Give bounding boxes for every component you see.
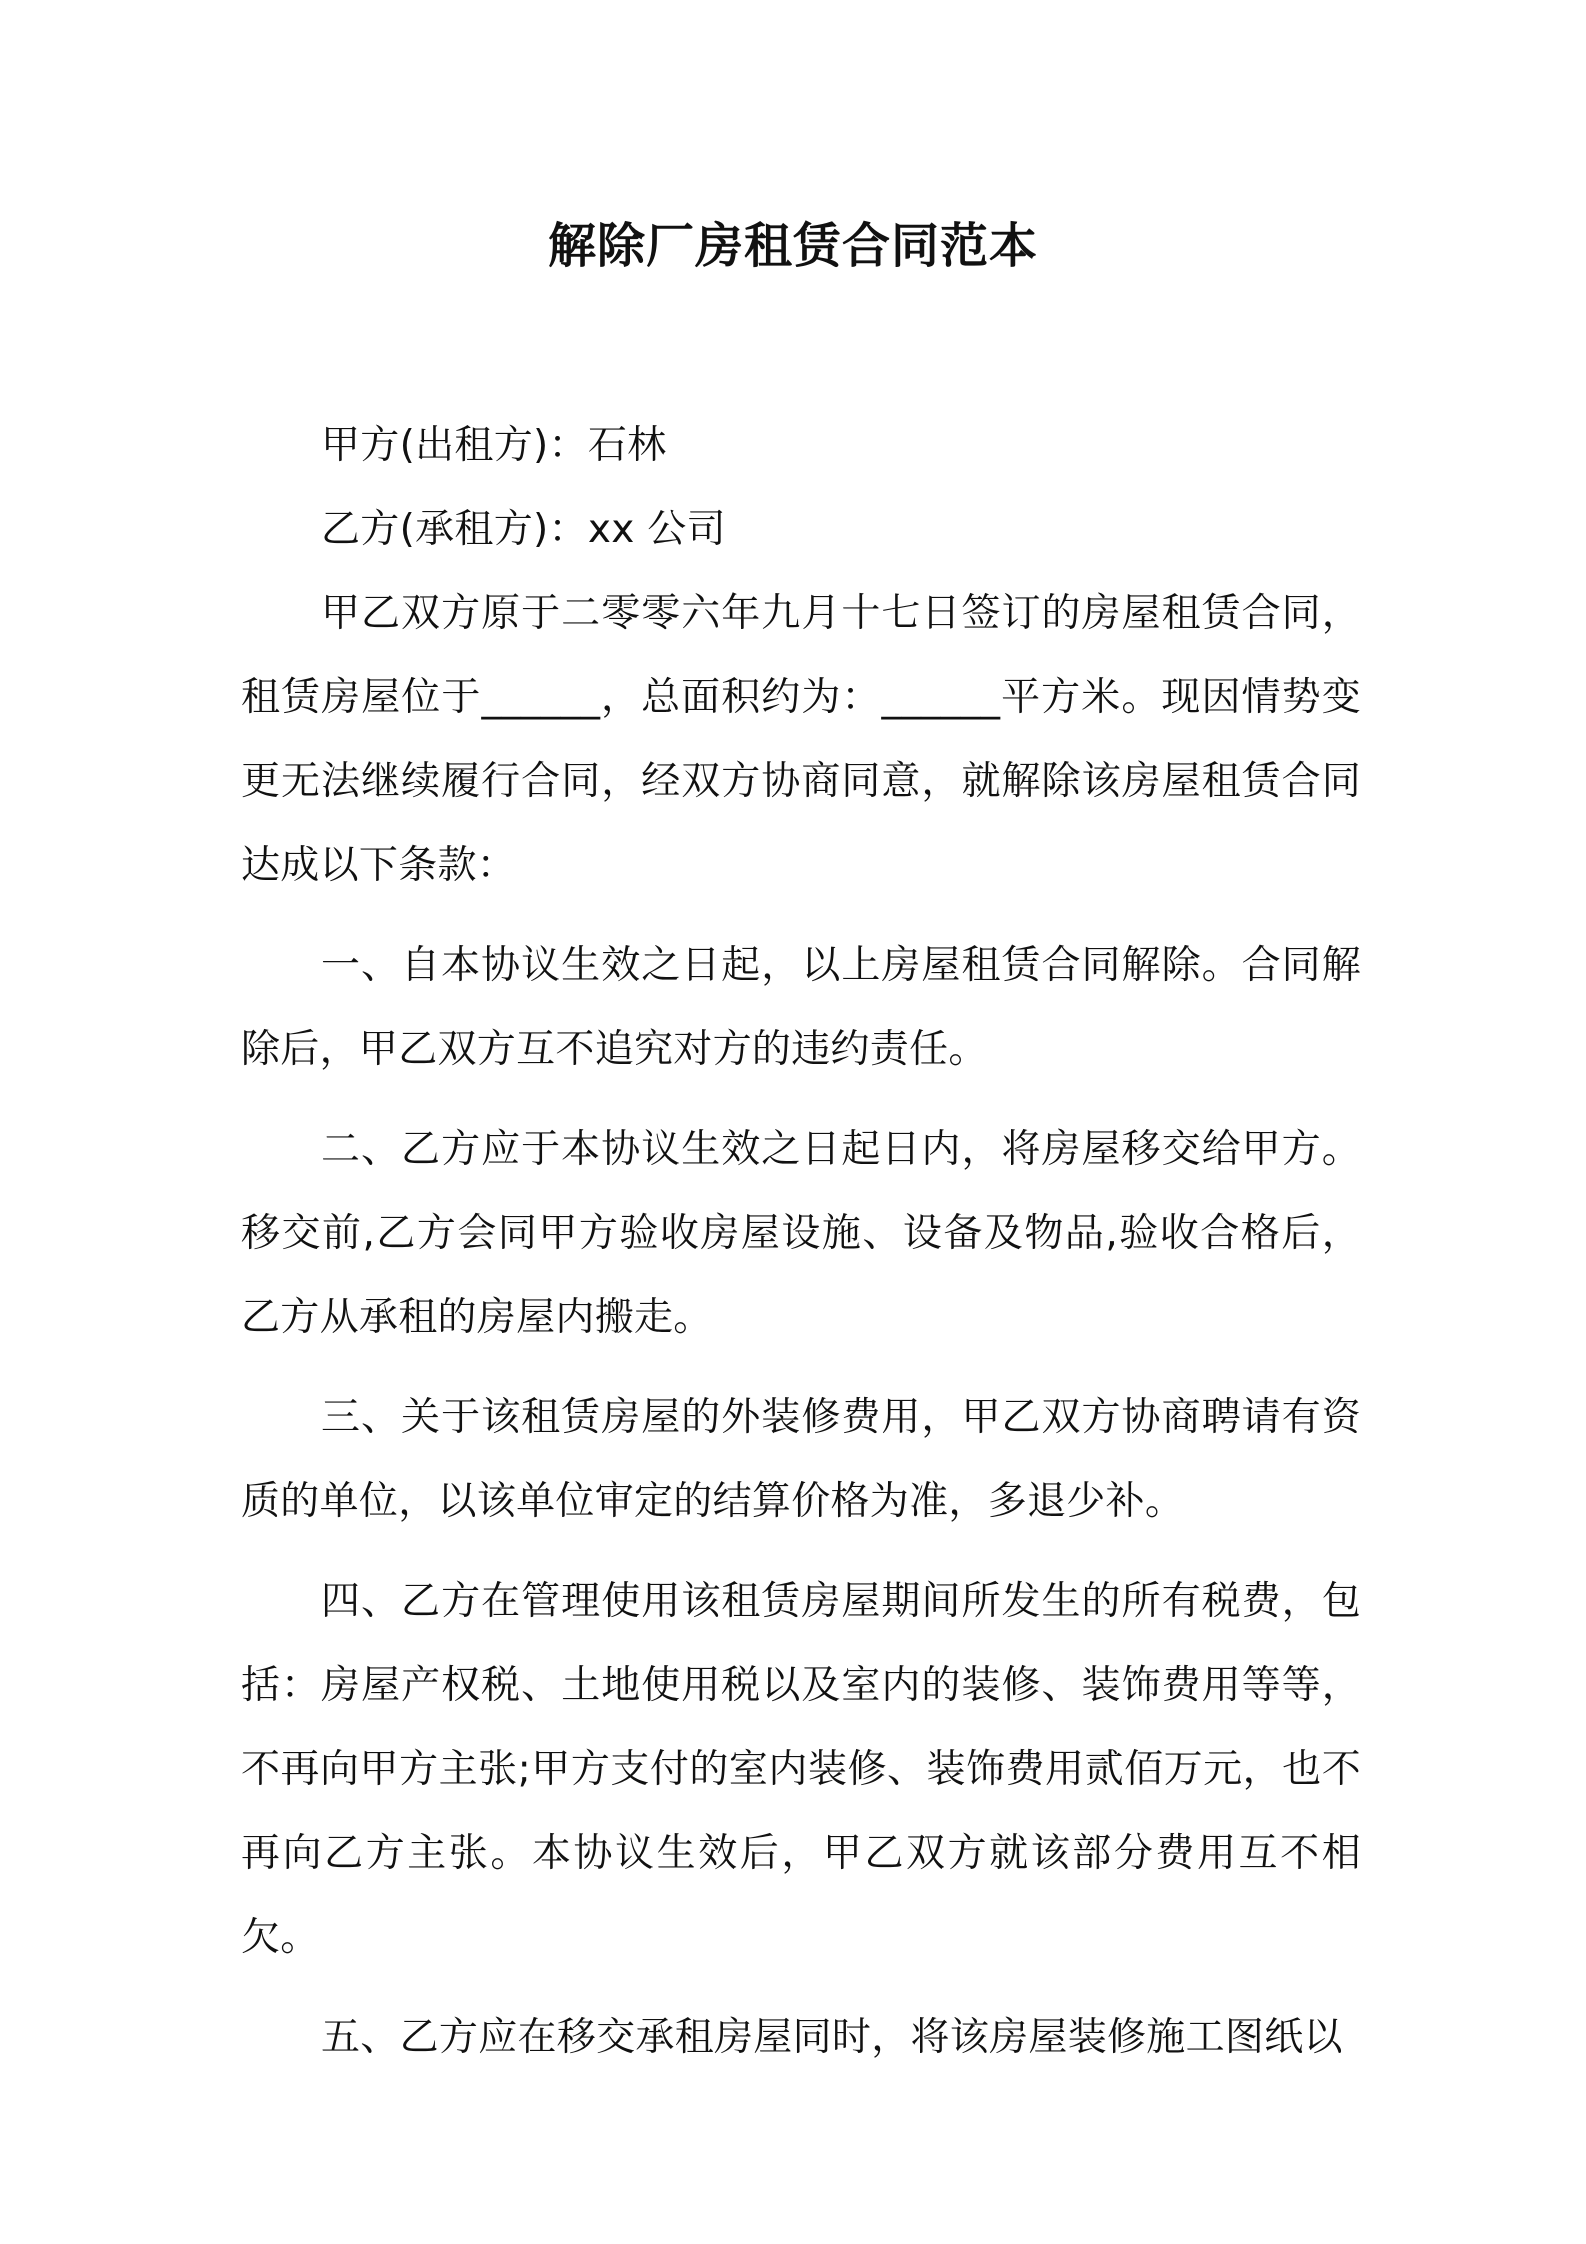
intro-paragraph: 甲乙双方原于二零零六年九月十七日签订的房屋租赁合同，租赁房屋位于______，总面积约为：______平方米。现因情势变更无法继续履行合同，经双方协商同意，就解除该房屋租赁合同达成以下条款： bbox=[241, 591, 1361, 888]
clause-5: 五、乙方应在移交承租房屋同时，将该房屋装修施工图纸以 bbox=[321, 2015, 1343, 2060]
clause-3: 三、关于该租赁房屋的外装修费用，甲乙双方协商聘请有资质的单位，以该单位审定的结算价格为准，多退少补。 bbox=[241, 1395, 1361, 1524]
clause-2: 二、乙方应于本协议生效之日起日内，将房屋移交给甲方。移交前,乙方会同甲方验收房屋设施、设备及物品,验收合格后，乙方从承租的房屋内搬走。 bbox=[241, 1127, 1361, 1340]
clause-4: 四、乙方在管理使用该租赁房屋期间所发生的所有税费，包括：房屋产权税、土地使用税以及室内的装修、装饰费用等等，不再向甲方主张;甲方支付的室内装修、装饰费用贰佰万元，也不再向乙方主张。本协议生效后，甲乙双方就该部分费用互不相欠。 bbox=[241, 1579, 1361, 1960]
document-title: 解除厂房租赁合同范本 bbox=[547, 218, 1038, 274]
document-body bbox=[241, 404, 1361, 2096]
clause-1: 一、自本协议生效之日起，以上房屋租赁合同解除。合同解除后，甲乙双方互不追究对方的违约责任。 bbox=[241, 943, 1361, 1072]
party-b-line: 乙方(承租方)：xx 公司 bbox=[321, 507, 726, 552]
party-a-line: 甲方(出租方)：石林 bbox=[321, 423, 667, 468]
